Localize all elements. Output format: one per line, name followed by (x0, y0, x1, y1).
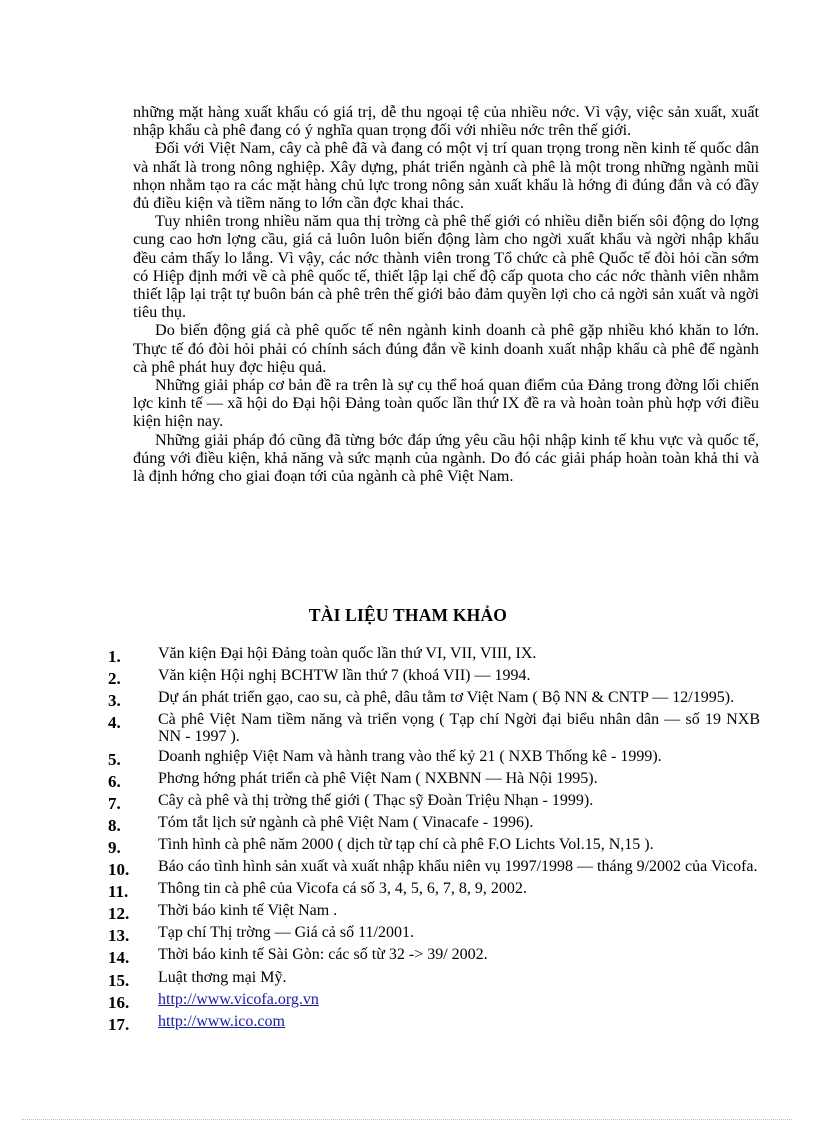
reference-number: 6. (108, 771, 121, 791)
reference-item (108, 880, 760, 900)
reference-number: 4. (108, 713, 121, 733)
reference-number: 16. (108, 992, 130, 1012)
reference-text: Thông tin cà phê của Vicofa cá số 3, 4, 5, 6, 7, 8, 9, 2002. (158, 880, 527, 898)
reference-text: Tóm tắt lịch sử ngành cà phê Việt Nam ( Vinacafe - 1996). (158, 813, 534, 831)
reference-item (108, 991, 760, 1011)
reference-item (108, 946, 760, 966)
reference-text: Văn kiện Đại hội Đảng toàn quốc lần thứ VI, VII, VIII, IX. (158, 645, 537, 662)
reference-item (108, 969, 760, 989)
page-bottom-divider (22, 1119, 792, 1120)
reference-number: 1. (108, 647, 121, 666)
references-title: TÀI LIỆU THAM KHẢO (308, 605, 508, 625)
reference-number: 7. (108, 793, 121, 813)
reference-number: 13. (108, 926, 130, 946)
reference-item (108, 748, 760, 768)
reference-item (108, 1013, 760, 1033)
reference-number: 3. (108, 691, 121, 711)
reference-text: Báo cáo tình hình sản xuất và xuất nhập khẩu niên vụ 1997/1998 — tháng 9/2002 của Vicofa. (158, 858, 758, 876)
body-text (133, 103, 759, 485)
reference-item (108, 792, 760, 812)
reference-number: 2. (108, 669, 121, 689)
reference-number: 12. (108, 904, 130, 924)
reference-text: Văn kiện Hội nghị BCHTW lần thứ 7 (khoá VII) — 1994. (158, 667, 531, 685)
reference-link[interactable]: http://www.ico.com (158, 1012, 285, 1030)
reference-number: 10. (108, 860, 130, 880)
reference-text: Dự án phát triển gạo, cao su, cà phê, dâu tằm tơ Việt Nam ( Bộ NN & CNTP — 12/1995). (158, 689, 735, 707)
reference-item (108, 836, 760, 856)
paragraph: Những giải pháp cơ bản đề ra trên là sự cụ thể hoá quan điểm của Đảng trong đờng lối chiến lợc kinh tế — xã hội do Đại hội Đảng toàn quốc lần thứ IX đề ra và hoàn toàn phù hợp với điều kiện hiện nay. (133, 376, 759, 431)
reference-text: Luật thơng mại Mỹ. (158, 968, 287, 986)
paragraph: Tuy nhiên trong nhiều năm qua thị trờng cà phê thế giới có nhiều diễn biến sôi động do lợng cung cao hơn lợng cầu, giá cả luôn luôn biến động làm cho ngời xuất khẩu và ngời nhập khẩu đều cảm thấy lo lắng. Vì vậy, các nớc thành viên trong Tổ chức cà phê Quốc tế đòi hỏi cần sớm có Hiệp định mới về cà phê quốc tế, thiết lập lại chế độ cấp quota cho các nớc thành viên nhằm thiết lập lại trật tự buôn bán cà phê trên thế giới bảo đảm quyền lợi cho cả ngời sản xuất và ngời tiêu thụ. (133, 212, 759, 322)
reference-item (108, 902, 760, 922)
reference-item (108, 770, 760, 790)
reference-number: 5. (108, 749, 121, 769)
reference-number: 8. (108, 815, 121, 835)
reference-number: 9. (108, 837, 121, 857)
reference-text: Tình hình cà phê năm 2000 ( dịch từ tạp chí cà phê F.O Lichts Vol.15, N,15 ). (158, 835, 654, 853)
reference-item (108, 689, 760, 709)
reference-text: Thời báo kinh tế Việt Nam . (158, 902, 338, 920)
reference-text: Cây cà phê và thị trờng thế giới ( Thạc sỹ Đoàn Triệu Nhạn - 1999). (158, 791, 594, 809)
reference-text: Phơng hớng phát triển cà phê Việt Nam ( NXBNN — Hà Nội 1995). (158, 769, 598, 787)
paragraph: Những giải pháp đó cũng đã từng bớc đáp ứng yêu cầu hội nhập kinh tế khu vực và quốc tế, đúng với điều kiện, khả năng và sức mạnh của ngành. Do đó các giải pháp hoàn toàn khả thi và là định hớng cho giai đoạn tới của ngành cà phê Việt Nam. (133, 430, 759, 486)
reference-text: Doanh nghiệp Việt Nam và hành trang vào thế kỷ 21 ( NXB Thống kê - 1999). (158, 747, 662, 765)
paragraph: Do biến động giá cà phê quốc tế nên ngành kinh doanh cà phê gặp nhiều khó khăn to lớn. Thực tế đó đòi hỏi phải có chính sách đúng đắn về kinh doanh xuất nhập khẩu cà phê để ngành cà phê phát huy đợc hiệu quả. (133, 321, 759, 376)
reference-item (108, 645, 760, 665)
reference-link[interactable]: http://www.vicofa.org.vn (158, 990, 319, 1008)
paragraph: những mặt hàng xuất khẩu có giá trị, dễ thu ngoại tệ của nhiều nớc. Vì vậy, việc sản xuất, xuất nhập khẩu cà phê đang có ý nghĩa quan trọng đối với nhiều nớc trên thế giới. (133, 103, 759, 140)
reference-item (108, 667, 760, 687)
reference-item (108, 711, 760, 745)
reference-text: Cà phê Việt Nam tiềm năng và triển vọng ( Tạp chí Ngời đại biểu nhân dân — số 19 NXB NN - 1997 ). (158, 711, 760, 746)
references-list (108, 645, 760, 1035)
reference-item (108, 924, 760, 944)
reference-text: Thời báo kinh tế Sài Gòn: các số từ 32 -> 39/ 2002. (158, 946, 488, 964)
reference-item (108, 858, 760, 878)
reference-text: Tạp chí Thị trờng — Giá cả số 11/2001. (158, 924, 414, 942)
reference-number: 14. (108, 948, 130, 968)
reference-item (108, 814, 760, 834)
reference-number: 15. (108, 970, 130, 990)
reference-number: 17. (108, 1014, 130, 1034)
paragraph: Đối với Việt Nam, cây cà phê đã và đang có một vị trí quan trọng trong nền kinh tế quốc dân và nhất là trong nông nghiệp. Xây dựng, phát triển ngành cà phê là một trong những ngành mũi nhọn nhằm tạo ra các mặt hàng chủ lực trong nông sản xuất khẩu là hớng đi đúng đắn và có đầy đủ điều kiện và tiềm năng to lớn cần đợc khai thác. (133, 139, 759, 213)
reference-number: 11. (108, 882, 129, 902)
